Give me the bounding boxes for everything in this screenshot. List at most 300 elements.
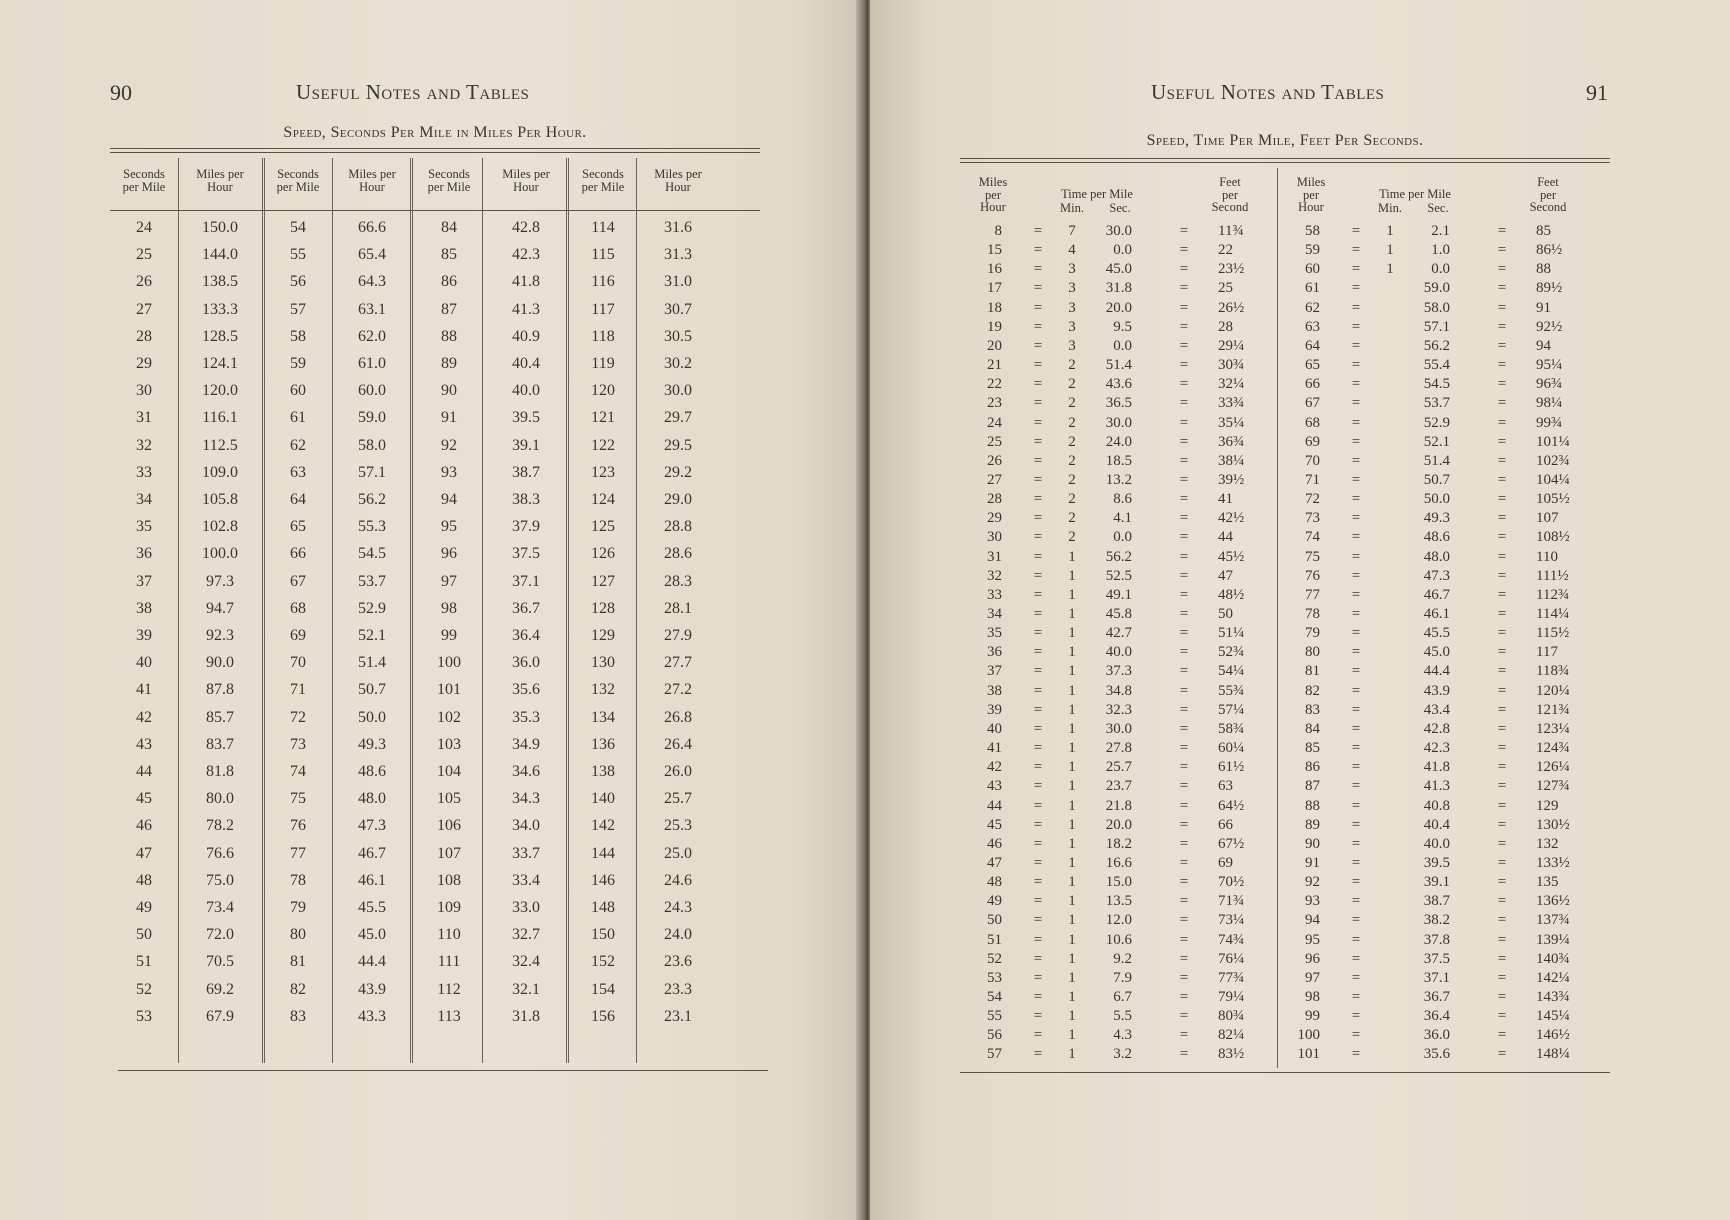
table-cell: 52.1 xyxy=(358,627,386,644)
feet-per-second-cell: 29¼ xyxy=(1218,337,1245,354)
seconds-cell: 36.7 xyxy=(1423,989,1450,1005)
table-cell: 45.0 xyxy=(358,926,386,944)
header-time-per-mile: Time per Mile xyxy=(1061,187,1133,201)
miles-per-hour-cell: 85 xyxy=(1305,740,1320,757)
miles-per-hour-cell: 33 xyxy=(987,586,1002,603)
feet-per-second-cell: 123¼ xyxy=(1536,720,1570,737)
feet-per-second-cell: 129 xyxy=(1536,797,1559,814)
equals-sign: = xyxy=(1179,682,1189,699)
table-cell: 26.4 xyxy=(664,735,692,753)
miles-per-hour-cell: 36 xyxy=(987,644,1002,661)
header-min: Min. xyxy=(1060,201,1084,215)
seconds-cell: 55.4 xyxy=(1423,357,1450,374)
equals-sign: = xyxy=(1179,778,1189,795)
table-cell: 117 xyxy=(591,300,615,318)
table-cell: 34.0 xyxy=(512,817,540,835)
equals-sign: = xyxy=(1497,414,1507,431)
equals-sign: = xyxy=(1497,529,1507,546)
miles-per-hour-cell: 48 xyxy=(987,874,1002,891)
table-cell: 67.9 xyxy=(206,1007,234,1025)
seconds-cell: 13.5 xyxy=(1105,893,1132,910)
header-sec: Sec. xyxy=(1427,201,1449,215)
minutes-cell: 1 xyxy=(1068,989,1076,1005)
feet-per-second-cell: 39½ xyxy=(1218,471,1245,488)
seconds-cell: 41.3 xyxy=(1423,778,1450,795)
equals-sign: = xyxy=(1351,452,1361,469)
seconds-per-mile-table xyxy=(110,148,760,1072)
equals-sign: = xyxy=(1033,414,1043,431)
equals-sign: = xyxy=(1033,395,1043,412)
seconds-cell: 8.6 xyxy=(1113,491,1132,508)
table-cell: 88 xyxy=(441,327,457,345)
column-header: Seconds per Mile xyxy=(581,167,625,194)
equals-sign: = xyxy=(1033,701,1043,718)
feet-per-second-cell: 52¾ xyxy=(1218,644,1245,661)
table-cell: 100.0 xyxy=(202,545,238,563)
feet-per-second-cell: 142¼ xyxy=(1536,969,1570,986)
miles-per-hour-cell: 99 xyxy=(1305,1008,1320,1025)
seconds-cell: 30.0 xyxy=(1105,720,1132,737)
left-page-number: 90 xyxy=(110,80,132,105)
table-cell: 144 xyxy=(591,844,615,862)
column-rule xyxy=(482,158,483,1063)
table-cell: 87 xyxy=(441,300,457,318)
equals-sign: = xyxy=(1033,663,1043,680)
miles-per-hour-cell: 98 xyxy=(1305,989,1320,1005)
equals-sign: = xyxy=(1351,740,1361,757)
miles-per-hour-cell: 87 xyxy=(1305,778,1320,795)
table-cell: 133.3 xyxy=(202,300,238,318)
miles-per-hour-cell: 20 xyxy=(987,337,1002,354)
table-cell: 41 xyxy=(136,681,152,699)
equals-sign: = xyxy=(1351,931,1361,948)
table-rule xyxy=(960,162,1610,163)
table-cell: 51 xyxy=(136,953,152,971)
equals-sign: = xyxy=(1497,586,1507,603)
feet-per-second-cell: 11¾ xyxy=(1218,223,1244,239)
equals-sign: = xyxy=(1351,491,1361,508)
table-cell: 52 xyxy=(136,980,152,998)
miles-per-hour-cell: 80 xyxy=(1305,644,1320,661)
column-header: Miles per Hour xyxy=(196,167,244,194)
table-cell: 25.3 xyxy=(664,817,692,835)
table-cell: 64.3 xyxy=(358,273,386,291)
feet-per-second-cell: 139¼ xyxy=(1536,931,1570,948)
table-rule xyxy=(110,148,760,149)
column-rule xyxy=(636,158,637,1063)
feet-per-second-cell: 48½ xyxy=(1218,586,1245,603)
table-cell: 57 xyxy=(290,300,306,318)
seconds-cell: 43.9 xyxy=(1423,682,1450,699)
minutes-cell: 1 xyxy=(1068,912,1076,929)
miles-per-hour-cell: 64 xyxy=(1305,337,1320,354)
table-cell: 40.9 xyxy=(512,327,540,345)
miles-per-hour-cell: 50 xyxy=(987,912,1002,929)
feet-per-second-cell: 57¼ xyxy=(1218,701,1245,718)
miles-per-hour-cell: 66 xyxy=(1305,376,1320,393)
table-cell: 156 xyxy=(591,1007,615,1025)
table-cell: 81.8 xyxy=(206,763,234,780)
miles-per-hour-cell: 31 xyxy=(987,548,1002,565)
table-cell: 65.4 xyxy=(358,246,386,264)
table-cell: 79 xyxy=(290,899,306,916)
seconds-cell: 6.7 xyxy=(1113,989,1132,1005)
minutes-cell: 1 xyxy=(1386,261,1394,278)
miles-per-hour-cell: 51 xyxy=(987,931,1002,948)
minutes-cell: 2 xyxy=(1068,510,1076,527)
equals-sign: = xyxy=(1497,510,1507,527)
equals-sign: = xyxy=(1497,912,1507,929)
table-cell: 125 xyxy=(591,518,615,536)
table-cell: 27.7 xyxy=(664,654,692,672)
equals-sign: = xyxy=(1497,1046,1507,1063)
seconds-cell: 12.0 xyxy=(1105,912,1132,929)
minutes-cell: 1 xyxy=(1068,644,1076,661)
table-cell: 29.2 xyxy=(664,463,692,481)
seconds-cell: 42.8 xyxy=(1423,720,1450,737)
equals-sign: = xyxy=(1179,414,1189,431)
miles-per-hour-cell: 52 xyxy=(987,950,1002,967)
equals-sign: = xyxy=(1497,337,1507,354)
seconds-cell: 18.5 xyxy=(1105,452,1132,469)
table-cell: 99 xyxy=(441,627,457,644)
miles-per-hour-cell: 53 xyxy=(987,969,1002,986)
table-cell: 124 xyxy=(591,491,615,508)
feet-per-second-cell: 121¾ xyxy=(1536,701,1570,718)
miles-per-hour-cell: 69 xyxy=(1305,433,1320,450)
table-cell: 95 xyxy=(441,518,457,536)
table-cell: 45 xyxy=(136,790,152,808)
table-cell: 128 xyxy=(591,599,615,617)
table-cell: 23.6 xyxy=(664,953,692,971)
feet-per-second-cell: 30¾ xyxy=(1218,357,1245,374)
equals-sign: = xyxy=(1497,357,1507,374)
equals-sign: = xyxy=(1351,223,1361,239)
table-cell: 80 xyxy=(290,926,306,944)
feet-per-second-cell: 124¾ xyxy=(1536,740,1570,757)
table-cell: 68 xyxy=(290,599,306,617)
table-cell: 56 xyxy=(290,273,306,291)
feet-per-second-cell: 82¼ xyxy=(1218,1027,1245,1044)
table-cell: 44 xyxy=(136,763,152,780)
equals-sign: = xyxy=(1351,625,1361,642)
equals-sign: = xyxy=(1351,854,1361,871)
equals-sign: = xyxy=(1497,471,1507,488)
bottom-rule xyxy=(960,1072,1610,1073)
table-cell: 50 xyxy=(136,926,152,944)
miles-per-hour-cell: 61 xyxy=(1305,280,1320,297)
table-cell: 124.1 xyxy=(202,355,238,372)
seconds-cell: 53.7 xyxy=(1423,395,1450,412)
feet-per-second-cell: 69 xyxy=(1218,854,1233,871)
equals-sign: = xyxy=(1033,586,1043,603)
table-cell: 42.3 xyxy=(512,246,540,264)
seconds-cell: 20.0 xyxy=(1105,816,1132,833)
feet-per-second-cell: 36¾ xyxy=(1218,433,1245,450)
table-cell: 30.5 xyxy=(664,327,692,345)
header-feet-per-second: Feet per Second xyxy=(1211,175,1249,214)
minutes-cell: 1 xyxy=(1068,816,1076,833)
right-page-number: 91 xyxy=(1586,80,1608,105)
miles-per-hour-cell: 65 xyxy=(1305,357,1320,374)
equals-sign: = xyxy=(1179,625,1189,642)
feet-per-second-cell: 42½ xyxy=(1218,510,1245,527)
seconds-cell: 48.6 xyxy=(1423,529,1450,546)
table-cell: 98 xyxy=(441,599,457,617)
table-cell: 106 xyxy=(437,817,461,835)
equals-sign: = xyxy=(1351,969,1361,986)
minutes-cell: 2 xyxy=(1068,357,1076,374)
equals-sign: = xyxy=(1351,357,1361,374)
table-cell: 31.6 xyxy=(664,219,692,236)
equals-sign: = xyxy=(1497,874,1507,891)
table-cell: 43.3 xyxy=(358,1007,386,1025)
seconds-cell: 52.1 xyxy=(1423,433,1450,450)
header-sec: Sec. xyxy=(1109,201,1131,215)
table-cell: 78 xyxy=(290,871,306,889)
equals-sign: = xyxy=(1179,854,1189,871)
equals-sign: = xyxy=(1179,242,1189,259)
miles-per-hour-cell: 15 xyxy=(987,242,1002,259)
table-cell: 76.6 xyxy=(206,844,234,862)
table-cell: 71 xyxy=(290,681,306,699)
equals-sign: = xyxy=(1179,663,1189,680)
equals-sign: = xyxy=(1351,433,1361,450)
equals-sign: = xyxy=(1179,261,1189,278)
table-cell: 118 xyxy=(591,327,615,345)
feet-per-second-cell: 73¼ xyxy=(1218,912,1245,929)
miles-per-hour-cell: 57 xyxy=(987,1046,1002,1063)
table-cell: 43 xyxy=(136,735,152,753)
minutes-cell: 1 xyxy=(1068,835,1076,852)
equals-sign: = xyxy=(1033,433,1043,450)
column-header: Miles per Hour xyxy=(502,167,550,194)
minutes-cell: 1 xyxy=(1068,759,1076,776)
table-cell: 94 xyxy=(441,491,457,508)
equals-sign: = xyxy=(1033,357,1043,374)
equals-sign: = xyxy=(1497,242,1507,259)
table-cell: 43.9 xyxy=(358,980,386,998)
left-running-head: Useful Notes and Tables xyxy=(296,80,530,104)
feet-per-second-cell: 111½ xyxy=(1536,567,1569,584)
table-cell: 34.9 xyxy=(512,735,540,753)
table-cell: 38 xyxy=(136,599,152,617)
equals-sign: = xyxy=(1497,452,1507,469)
seconds-cell: 3.2 xyxy=(1113,1046,1132,1063)
equals-sign: = xyxy=(1351,567,1361,584)
seconds-cell: 32.3 xyxy=(1105,701,1132,718)
minutes-cell: 1 xyxy=(1068,969,1076,986)
equals-sign: = xyxy=(1497,491,1507,508)
table-cell: 23.1 xyxy=(664,1007,692,1025)
feet-per-second-cell: 28 xyxy=(1218,318,1233,335)
feet-per-second-cell: 130½ xyxy=(1536,816,1570,833)
seconds-cell: 56.2 xyxy=(1423,337,1450,354)
table-cell: 27 xyxy=(136,300,152,318)
table-cell: 152 xyxy=(591,953,615,971)
table-cell: 148 xyxy=(591,899,615,916)
equals-sign: = xyxy=(1497,759,1507,776)
left-table-title: Speed, Seconds Per Mile in Miles Per Hour. xyxy=(283,124,587,141)
feet-per-second-cell: 94 xyxy=(1536,337,1551,354)
table-cell: 138 xyxy=(591,763,615,780)
table-cell: 26.0 xyxy=(664,763,692,780)
equals-sign: = xyxy=(1033,223,1043,239)
table-rule xyxy=(960,158,1610,159)
equals-sign: = xyxy=(1179,1027,1189,1044)
table-cell: 53 xyxy=(136,1007,152,1025)
equals-sign: = xyxy=(1033,337,1043,354)
miles-per-hour-cell: 91 xyxy=(1305,854,1320,871)
equals-sign: = xyxy=(1033,835,1043,852)
feet-per-second-cell: 45½ xyxy=(1218,548,1245,565)
equals-sign: = xyxy=(1497,663,1507,680)
table-cell: 35.3 xyxy=(512,708,540,726)
table-cell: 48.6 xyxy=(358,763,386,780)
seconds-cell: 43.4 xyxy=(1423,701,1450,718)
equals-sign: = xyxy=(1179,318,1189,335)
equals-sign: = xyxy=(1179,969,1189,986)
equals-sign: = xyxy=(1179,510,1189,527)
feet-per-second-cell: 102¾ xyxy=(1536,452,1570,469)
minutes-cell: 2 xyxy=(1068,452,1076,469)
right-running-head: Useful Notes and Tables xyxy=(1151,80,1385,104)
miles-per-hour-cell: 97 xyxy=(1305,969,1320,986)
seconds-cell: 35.6 xyxy=(1423,1046,1450,1063)
seconds-cell: 40.0 xyxy=(1105,644,1132,661)
equals-sign: = xyxy=(1351,414,1361,431)
seconds-cell: 1.0 xyxy=(1431,242,1450,259)
table-cell: 69.2 xyxy=(206,980,234,998)
table-cell: 35 xyxy=(136,518,152,536)
seconds-cell: 43.6 xyxy=(1105,376,1132,393)
table-cell: 31.0 xyxy=(664,273,692,291)
table-cell: 81 xyxy=(290,953,306,971)
table-cell: 31.8 xyxy=(512,1007,540,1025)
table-cell: 144.0 xyxy=(202,246,238,264)
table-cell: 83.7 xyxy=(206,735,234,753)
equals-sign: = xyxy=(1351,586,1361,603)
feet-per-second-cell: 41 xyxy=(1218,491,1233,508)
feet-per-second-cell: 115½ xyxy=(1536,625,1570,642)
equals-sign: = xyxy=(1033,261,1043,278)
feet-per-second-cell: 32¼ xyxy=(1218,376,1245,393)
table-cell: 29.5 xyxy=(664,436,692,454)
equals-sign: = xyxy=(1351,644,1361,661)
table-cell: 59.0 xyxy=(358,409,386,427)
equals-sign: = xyxy=(1033,471,1043,488)
table-cell: 59 xyxy=(290,355,306,372)
equals-sign: = xyxy=(1497,299,1507,316)
equals-sign: = xyxy=(1497,318,1507,335)
feet-per-second-cell: 98¼ xyxy=(1536,395,1563,412)
equals-sign: = xyxy=(1179,491,1189,508)
miles-per-hour-cell: 73 xyxy=(1305,510,1320,527)
miles-per-hour-cell: 71 xyxy=(1305,471,1320,488)
seconds-cell: 45.0 xyxy=(1423,644,1450,661)
seconds-cell: 4.1 xyxy=(1113,510,1132,527)
table-cell: 30.2 xyxy=(664,355,692,372)
table-cell: 65 xyxy=(290,518,306,536)
feet-per-second-cell: 66 xyxy=(1218,816,1233,833)
column-header: Seconds per Mile xyxy=(276,167,320,194)
table-cell: 103 xyxy=(437,735,461,753)
table-cell: 115 xyxy=(591,246,615,264)
table-cell: 92 xyxy=(441,436,457,454)
equals-sign: = xyxy=(1351,682,1361,699)
seconds-cell: 36.0 xyxy=(1423,1027,1450,1044)
minutes-cell: 1 xyxy=(1068,893,1076,910)
feet-per-second-cell: 79¼ xyxy=(1218,989,1245,1005)
miles-per-hour-cell: 8 xyxy=(994,223,1002,239)
equals-sign: = xyxy=(1179,950,1189,967)
equals-sign: = xyxy=(1497,625,1507,642)
feet-per-second-cell: 107 xyxy=(1536,510,1559,527)
equals-sign: = xyxy=(1351,720,1361,737)
table-cell: 35.6 xyxy=(512,681,540,699)
equals-sign: = xyxy=(1497,376,1507,393)
seconds-cell: 48.0 xyxy=(1423,548,1450,565)
equals-sign: = xyxy=(1033,759,1043,776)
seconds-cell: 46.1 xyxy=(1423,606,1450,622)
table-cell: 75 xyxy=(290,790,306,808)
seconds-cell: 25.7 xyxy=(1105,759,1132,776)
table-cell: 55.3 xyxy=(358,518,386,536)
table-cell: 58 xyxy=(290,327,306,345)
feet-per-second-cell: 67½ xyxy=(1218,835,1245,852)
miles-per-hour-cell: 90 xyxy=(1305,835,1320,852)
equals-sign: = xyxy=(1033,740,1043,757)
equals-sign: = xyxy=(1497,395,1507,412)
feet-per-second-cell: 60¼ xyxy=(1218,740,1245,757)
miles-per-hour-cell: 43 xyxy=(987,778,1002,795)
table-cell: 82 xyxy=(290,980,306,998)
miles-per-hour-cell: 29 xyxy=(987,510,1002,527)
seconds-cell: 38.7 xyxy=(1423,893,1450,910)
minutes-cell: 1 xyxy=(1068,1046,1076,1063)
table-cell: 37.9 xyxy=(512,518,540,536)
table-cell: 77 xyxy=(290,844,306,862)
feet-per-second-cell: 127¾ xyxy=(1536,778,1570,795)
table-cell: 150 xyxy=(591,926,615,944)
feet-per-second-cell: 86½ xyxy=(1536,242,1563,259)
equals-sign: = xyxy=(1033,931,1043,948)
feet-per-second-cell: 143¾ xyxy=(1536,989,1570,1005)
equals-sign: = xyxy=(1033,1027,1043,1044)
table-cell: 38.3 xyxy=(512,491,540,508)
equals-sign: = xyxy=(1033,1008,1043,1025)
miles-per-hour-cell: 17 xyxy=(987,280,1002,297)
feet-per-second-cell: 50 xyxy=(1218,606,1233,622)
feet-per-second-cell: 135 xyxy=(1536,874,1559,891)
equals-sign: = xyxy=(1497,1027,1507,1044)
feet-per-second-cell: 148¼ xyxy=(1536,1046,1570,1063)
seconds-cell: 38.2 xyxy=(1423,912,1450,929)
seconds-cell: 45.0 xyxy=(1105,261,1132,278)
seconds-cell: 21.8 xyxy=(1105,797,1132,814)
column-rule xyxy=(332,158,333,1063)
equals-sign: = xyxy=(1179,874,1189,891)
miles-per-hour-cell: 16 xyxy=(987,261,1002,278)
table-cell: 30 xyxy=(136,382,152,400)
bottom-rule xyxy=(118,1070,768,1071)
column-header: Seconds per Mile xyxy=(122,167,166,194)
table-cell: 50.0 xyxy=(358,708,386,726)
table-cell: 54 xyxy=(290,219,306,236)
seconds-cell: 30.0 xyxy=(1105,414,1132,431)
table-cell: 96 xyxy=(441,545,457,563)
equals-sign: = xyxy=(1351,816,1361,833)
